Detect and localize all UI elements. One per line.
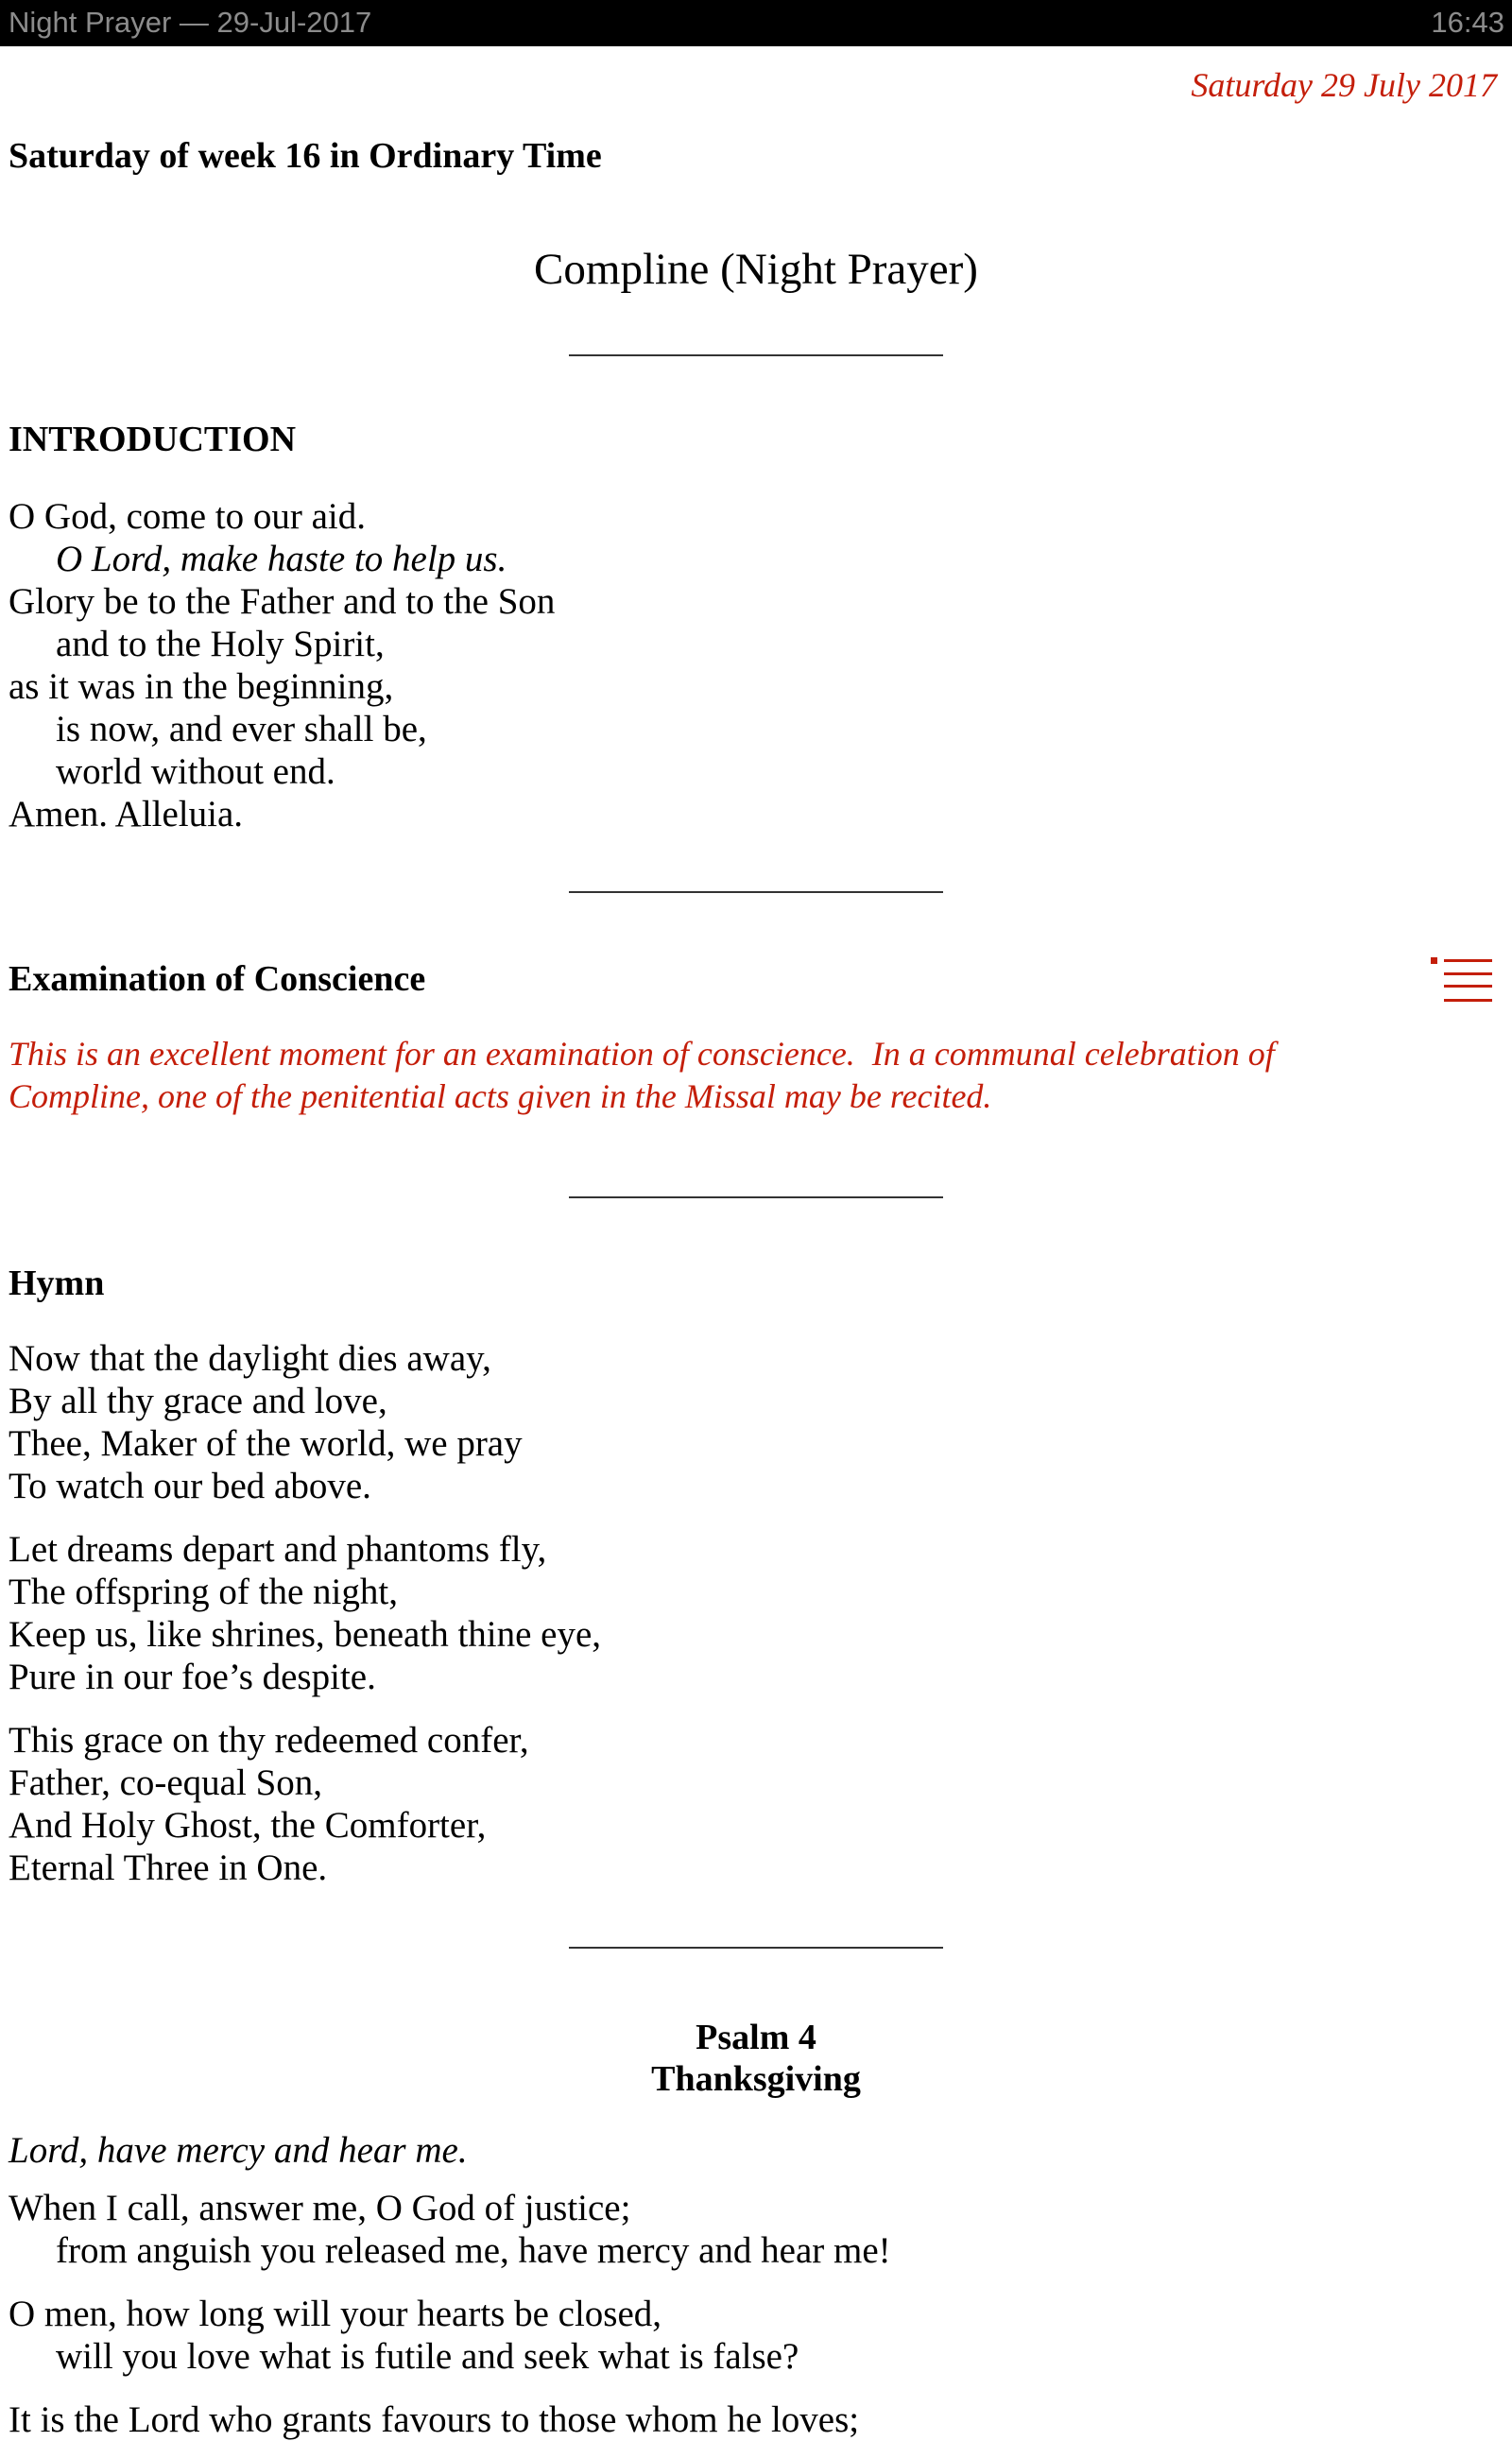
hymn-line: Pure in our foe’s despite. <box>9 1657 376 1697</box>
psalm-verse <box>9 2187 891 2272</box>
intro-line: O God, come to our aid. <box>9 496 367 537</box>
status-bar-time: 16:43 <box>1431 6 1504 39</box>
intro-line: Glory be to the Father and to the Son <box>9 581 556 622</box>
hymn-line: Eternal Three in One. <box>9 1848 328 1888</box>
hymn-line: Keep us, like shrines, beneath thine eye, <box>9 1614 602 1655</box>
section-divider <box>569 1196 943 1198</box>
status-bar-title: Night Prayer — 29-Jul-2017 <box>9 6 372 39</box>
status-bar <box>0 0 1512 46</box>
psalm-text <box>9 2187 891 2441</box>
hymn-line: Father, co-equal Son, <box>9 1762 323 1803</box>
hymn-line: And Holy Ghost, the Comforter, <box>9 1805 487 1846</box>
intro-line: is now, and ever shall be, <box>56 709 427 749</box>
psalm-line: O men, how long will your hearts be closed, <box>9 2294 662 2334</box>
intro-line: as it was in the beginning, <box>9 666 394 707</box>
hymn-line: Now that the daylight dies away, <box>9 1338 491 1379</box>
examination-rubric <box>9 1033 1275 1118</box>
hymn-line: Let dreams depart and phantoms fly, <box>9 1529 547 1570</box>
hymn-line: This grace on thy redeemed confer, <box>9 1720 529 1761</box>
psalm-line: from anguish you released me, have mercy and hear me! <box>56 2230 891 2271</box>
rubric-line: Compline, one of the penitential acts given in the Missal may be recited. <box>9 1077 992 1115</box>
psalm-title: Psalm 4 <box>696 2018 816 2057</box>
office-title: Compline (Night Prayer) <box>534 245 978 294</box>
hymn-heading: Hymn <box>9 1263 105 1303</box>
date-label: Saturday 29 July 2017 <box>1191 66 1497 104</box>
psalm-line: will you love what is futile and seek what is false? <box>56 2336 799 2377</box>
hymn-stanza <box>9 1528 601 1698</box>
hymn-line: By all thy grace and love, <box>9 1381 387 1421</box>
intro-line: world without end. <box>56 751 335 792</box>
introduction-heading: INTRODUCTION <box>9 420 297 459</box>
intro-line: and to the Holy Spirit, <box>56 624 385 664</box>
hymn-stanza <box>9 1337 601 1507</box>
hymn-line: Thee, Maker of the world, we pray <box>9 1423 523 1464</box>
intro-line-response: O Lord, make haste to help us. <box>56 539 507 579</box>
table-of-contents-button[interactable] <box>1425 953 1497 1009</box>
intro-line: Amen. Alleluia. <box>9 794 244 834</box>
hymn-line: The offspring of the night, <box>9 1572 398 1612</box>
section-divider <box>569 1947 943 1949</box>
hymn-stanza <box>9 1719 601 1889</box>
hymn-text <box>9 1337 601 1910</box>
hymn-line: To watch our bed above. <box>9 1466 371 1506</box>
list-menu-icon <box>1425 953 1497 1009</box>
section-divider <box>569 891 943 893</box>
rubric-line: This is an excellent moment for an examination of conscience. In a communal celebration of <box>9 1035 1275 1073</box>
introduction-text <box>9 495 555 835</box>
section-divider <box>569 354 943 356</box>
psalm-verse <box>9 2293 891 2378</box>
psalm-line: When I call, answer me, O God of justice; <box>9 2188 631 2228</box>
psalm-line-partial: It is the Lord who grants favours to those whom he loves; <box>9 2399 860 2440</box>
day-title: Saturday of week 16 in Ordinary Time <box>9 136 602 176</box>
psalm-subtitle: Thanksgiving <box>651 2059 861 2099</box>
antiphon-line: Lord, have mercy and hear me. <box>9 2130 468 2171</box>
examination-heading: Examination of Conscience <box>9 959 426 999</box>
psalm-antiphon <box>9 2129 468 2172</box>
